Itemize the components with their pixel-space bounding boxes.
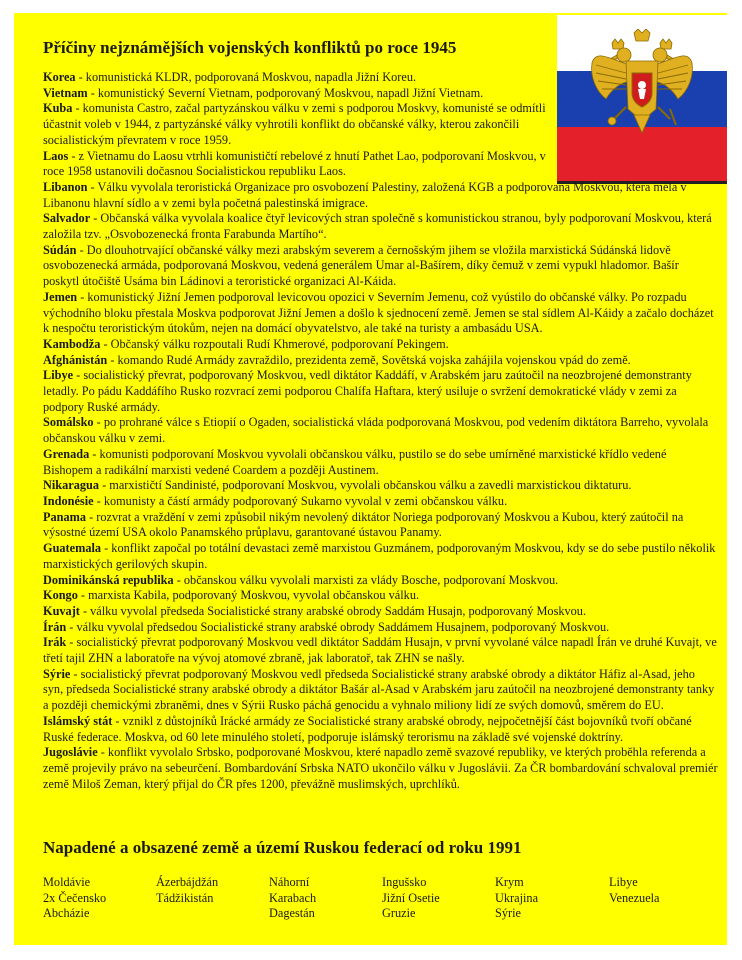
country-item: Ázerbájdžán <box>156 875 219 889</box>
list-item <box>43 494 718 510</box>
country-name: Vietnam <box>43 85 88 100</box>
country-name: Laos <box>43 148 69 163</box>
country-name: Kuba <box>43 101 73 116</box>
countries-column <box>609 875 660 906</box>
entry-text: - komunisty a částí armády podporovaný Sukarno vyvolal v zemi občanskou válku. <box>93 493 508 508</box>
countries-column <box>156 875 218 906</box>
list-item <box>43 447 718 478</box>
country-name: Grenada <box>43 446 90 461</box>
entry-text: - komunistický Severní Vietnam, podporovaný Moskvou, napadl Jižní Vietnam. <box>87 85 484 100</box>
country-item: 2x Čečensko <box>43 890 107 905</box>
page-title: Příčiny nejznámějších vojenských konfliktů po roce 1945 <box>43 38 457 57</box>
country-item: Ingušsko <box>382 875 427 889</box>
country-item: Karabach <box>269 890 317 905</box>
entry-text: - konflikt vyvolalo Srbsko, podporované Moskvou, které napadlo země svazové republiky, ve kterých proběhla referenda a země projevily právo na sebeurčení. Bombardování Srbska NATO ukončilo válku v Jugoslávii. Za ČR bombardování schvaloval premiér země Miloš Zeman, který přijal do ČR přes 1200, převážně muslimských, uprchlíků. <box>43 745 718 791</box>
list-item <box>43 714 718 745</box>
list-item <box>43 290 718 337</box>
conflicts-list <box>43 70 718 792</box>
entry-text: - Válku vyvolala teroristická Organizace pro osvobození Palestiny, založená KGB a podporovaná Moskvou, která měla v Libanonu hlavní sídlo a v zemi byla početná palestinská imigrace. <box>43 179 687 210</box>
country-name: Libanon <box>43 179 88 194</box>
entry-text: - komunistická KLDR, podporovaná Moskvou, napadla Jižní Koreu. <box>75 70 417 84</box>
entry-text: - marxističtí Sandinisté, podporovaní Moskvou, vyvolali občanskou válku a zavedli marxistickou diktaturu. <box>99 478 632 493</box>
list-item <box>43 180 718 211</box>
list-item <box>43 337 718 353</box>
list-item <box>43 211 718 242</box>
country-item: Libye <box>609 875 638 889</box>
entry-text: - rozvrat a vraždění v zemi způsobil nikým nevolený diktátor Noriega podporovaný Moskvou a Kubou, který zaútočil na výsostné území USA okolo Panamského průplavu, garantované ústavou Panamy. <box>43 509 684 540</box>
entry-text: - Do dlouhotrvající občanské války mezi arabským severem a černošským jihem se vložila marxistická Súdánská lidově osvobozenecká armáda, podporovaná Moskvou, vedená generálem Umar al-Bašírem, díky čemuž v zemi vypukl hladomor. Bašír poskytl útočiště Usáma bin Ládinovi a teroristické organizaci Al-Káida. <box>43 242 679 289</box>
country-name: Korea <box>43 70 76 84</box>
country-name: Jemen <box>43 289 78 304</box>
entry-text: - komunista Castro, začal partyzánskou válku v zemi s podporou Moskvy, komunisté se odmítli účastnit voleb v 1944, z partyzánské války vyhrotili konflikt do občanské války, kterou zakončili socialistickým převratem v roce 1959. <box>43 101 546 147</box>
entry-text: - vznikl z důstojníků Irácké armády ze Socialistické strany arabské obrody, nejpočetnější část bojovníků tvoří občané Ruské federace. Moskva, od 60 lete minulého století, podporuje islámský terorismu na základě své vojenské doktríny. <box>43 713 692 744</box>
country-name: Sýrie <box>43 666 71 681</box>
entry-text: - občanskou válku vyvolali marxisti za vlády Bosche, podporovaní Moskvou. <box>173 572 559 587</box>
country-item: Náhorní <box>269 875 310 889</box>
country-item: Gruzie <box>382 906 416 921</box>
country-name: Súdán <box>43 242 77 257</box>
list-item <box>43 149 548 180</box>
list-item <box>43 415 718 446</box>
country-name: Jugoslávie <box>43 745 98 760</box>
entry-text: - socialistický převrat podporovaný Moskvou vedl diktátor Saddám Husajn, v první vyvolané válce napadl Írán ve druhé Kuvajt, ve třetí tajil ZHN a laboratoře na vývoj atomové zbraně, jak laboratoř, tak ZHN se našly. <box>43 635 717 666</box>
country-name: Kambodža <box>43 336 101 351</box>
list-item <box>43 635 718 666</box>
country-item: Krym <box>495 875 524 889</box>
country-item: Dagestán <box>269 906 315 921</box>
entry-text: - socialistický převrat podporovaný Moskvou vedl předseda Socialistické strany arabské obrody a diktátor Háfiz al-Asad, jeho syn, předseda Socialistické strany arabské obrody a diktátor Bašár al-Asad v Arabském jaru zaútočil na neozbrojené demonstranty tanky a později chemickými zbraněmi, dnes v Sýrii Rusko páchá genocidu a vyhnalo miliony lidí ze svých domovů, směrem do EU. <box>43 666 715 713</box>
section-title: Napadené a obsazené země a území Ruskou federací od roku 1991 <box>43 838 522 857</box>
list-item <box>43 573 718 589</box>
countries-column <box>269 875 316 922</box>
country-name: Kuvajt <box>43 603 80 618</box>
country-item: Venezuela <box>609 890 660 905</box>
entry-text: - Občanská válka vyvolala koalice čtyř levicových stran společně s komunistickou stranou, byly podporovaní Moskvou, která založila tzv. „Osvobozenecká fronta Farabunda Martího“. <box>43 211 712 242</box>
country-name: Irák <box>43 635 67 650</box>
country-name: Islámský stát <box>43 713 113 728</box>
list-item <box>43 620 718 636</box>
country-item: Ukrajina <box>495 890 539 905</box>
country-name: Nikaragua <box>43 478 100 493</box>
country-item: Sýrie <box>495 906 521 921</box>
country-item: Tádžikistán <box>156 890 214 905</box>
list-item <box>43 243 718 290</box>
country-item: Abcházie <box>43 906 90 921</box>
entry-text: - komunistický Jižní Jemen podporoval levicovou opozici v Severním Jemenu, což vyústilo do občanské války. Po rozpadu východního bloku přestala Moskva podporovat Jižní Jemen a došlo k sjednocení země. Jemen se stal sídlem Al-Káidy a začalo docházet k nespočtu teroristickým útokům, nejen na domácí obyvatelstvo, ale také na turisty a ambasádu USA. <box>43 289 714 336</box>
entry-text: - komando Rudé Armády zavraždilo, prezidenta země, Sovětská vojska zahájila vojenskou vpád do země. <box>107 352 631 367</box>
list-item <box>43 745 718 792</box>
list-item <box>43 588 718 604</box>
list-item <box>43 70 548 86</box>
countries-column <box>43 875 106 922</box>
list-item <box>43 604 718 620</box>
list-item <box>43 478 718 494</box>
entry-text: - konflikt započal po totální devastaci země marxistou Guzmánem, podporovaným Moskvou, kdy se do sebe pustilo několik marxistických gerilových skupin. <box>43 541 716 571</box>
countries-column <box>382 875 440 922</box>
country-name: Libye <box>43 368 74 383</box>
country-name: Afghánistán <box>43 352 108 367</box>
country-name: Kongo <box>43 588 78 603</box>
country-name: Dominikánská republika <box>43 572 174 587</box>
entry-text: - z Vietnamu do Laosu vtrhli komunističtí rebelové z hnutí Pathet Lao, podporovaní Moskvou, v roce 1958 ustanovili dočasnou Socialistickou republiku Laos. <box>43 148 546 179</box>
entry-text: - marxista Kabila, podporovaný Moskvou, vyvolal občanskou válku. <box>77 588 420 603</box>
entry-text: - Občanský válku rozpoutali Rudí Khmerové, podporovaní Pekingem. <box>100 336 449 351</box>
countries-column <box>495 875 538 922</box>
entry-text: - válku vyvolal předseda Socialistické strany arabské obrody Saddám Husajn, podporovaný Moskvou. <box>79 603 587 618</box>
country-item: Moldávie <box>43 875 91 889</box>
country-name: Panama <box>43 509 87 524</box>
list-item <box>43 667 718 714</box>
list-item <box>43 86 548 102</box>
entry-text: - válku vyvolal předsedou Socialistické strany arabské obrody Saddámem Husajnem, podporovaný Moskvou. <box>66 619 610 634</box>
country-item: Jižní Osetie <box>382 890 440 905</box>
country-name: Guatemala <box>43 541 102 556</box>
country-name: Írán <box>43 619 67 634</box>
list-item <box>43 510 718 541</box>
country-name: Indonésie <box>43 493 94 508</box>
country-name: Somálsko <box>43 415 94 430</box>
list-item <box>43 541 718 572</box>
entry-text: - po prohrané válce s Etiopií o Ogaden, socialistická vláda podporovaná Moskvou, pod vedením diktátora Barreho, vyvolala občanskou válku v zemi. <box>43 415 709 446</box>
list-item <box>43 353 718 369</box>
list-item <box>43 368 718 415</box>
entry-text: - socialistický převrat, podporovaný Moskvou, vedl diktátor Kaddáfí, v Arabském jaru zaútočil na neozbrojené demonstranty letadly. Po pádu Kaddáfího Rusko rozvrací zemi podporou Chalífa Haftara, který usiluje o svržení demokratické vlády v zemi za podpory Ruské armády. <box>43 368 692 414</box>
entry-text: - komunisti podporovaní Moskvou vyvolali občanskou válku, pustilo se do sebe umírněné marxistické křídlo vedené Bishopem a radikální marxisti vedené Coardem a později Austinem. <box>43 446 667 477</box>
country-name: Salvador <box>43 211 91 226</box>
list-item <box>43 101 548 148</box>
